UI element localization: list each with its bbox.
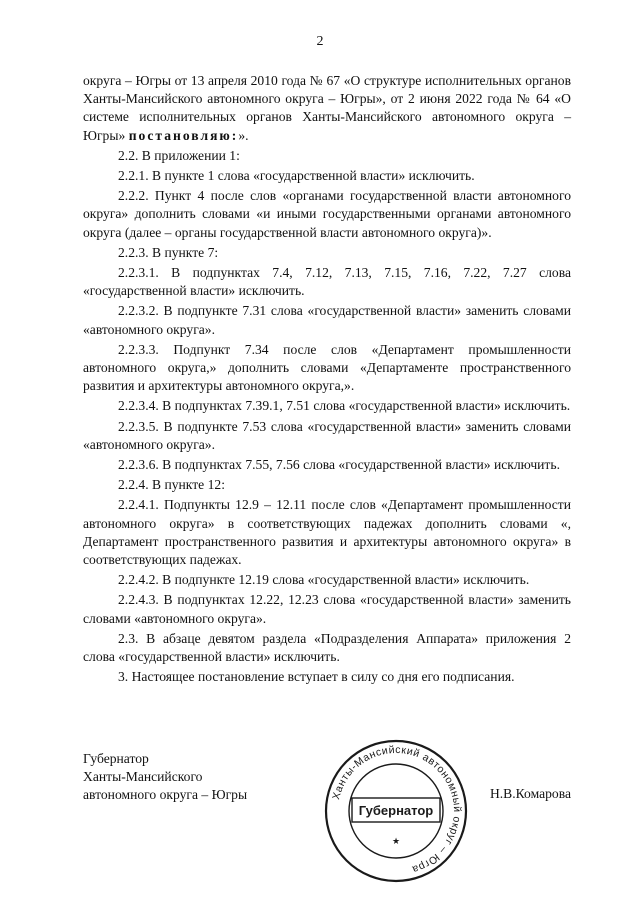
emphasized-word: постановляю: <box>128 127 239 143</box>
document-body <box>83 72 571 689</box>
paragraph: 2.2.4.3. В подпунктах 12.22, 12.23 слова «государственной власти» заменить словами «автономного округа». <box>83 592 571 626</box>
signer-title-line: автономного округа – Югры <box>83 787 248 803</box>
paragraph: 2.2. В приложении 1: <box>118 147 240 163</box>
paragraph: 2.2.3.6. В подпунктах 7.55, 7.56 слова «государственной власти» исключить. <box>118 457 560 473</box>
signer-name: Н.В.Комарова <box>489 786 571 801</box>
paragraph: 2.2.3.5. В подпункте 7.53 слова «государственной власти» заменить словами «автономного округа». <box>83 418 571 452</box>
paragraph: округа – Югры от 13 апреля 2010 года № 67 «О структуре исполнительных органов Ханты-Мансийского автономного округа – Югры», от 2 июня 2022 года № 64 «О системе исполнительных органов Ханты-Мансийского автономного округа – Югры» постановляю:». <box>83 73 571 143</box>
signer-title-line: Губернатор <box>83 751 149 766</box>
paragraph: 2.2.4.2. В подпункте 12.19 слова «государственной власти» исключить. <box>118 572 530 588</box>
official-seal <box>321 736 471 886</box>
paragraph: 2.2.1. В пункте 1 слова «государственной власти» исключить. <box>118 168 475 184</box>
paragraph: 2.2.4.1. Подпункты 12.9 – 12.11 после слов «Департамент промышленности автономного округа» в соответствующих падежах дополнить словами «, Департамент пространственного развития и архитектуры автономного округа» в соответствующих падежах. <box>83 497 571 568</box>
seal-center-text: Губернатор <box>358 803 434 818</box>
paragraph: 2.2.3. В пункте 7: <box>118 244 219 260</box>
signer-title <box>83 750 247 805</box>
signature-block <box>83 743 571 876</box>
paragraph: 2.2.3.4. В подпунктах 7.39.1, 7.51 слова «государственной власти» исключить. <box>118 398 571 414</box>
paragraph: 2.2.2. Пункт 4 после слов «органами государственной власти автономного округа» дополнить словами «и иными государственными органами автономного округа (далее – органы государственной власти автономного округа)». <box>83 188 571 240</box>
paragraph: 3. Настоящее постановление вступает в силу со дня его подписания. <box>118 669 515 685</box>
paragraph: 2.2.3.1. В подпунктах 7.4, 7.12, 7.13, 7.15, 7.16, 7.22, 7.27 слова «государственной власти» исключить. <box>83 265 571 299</box>
signer-title-line: Ханты-Мансийского <box>83 769 203 785</box>
page-number: 2 <box>316 34 324 49</box>
star-icon: ★ <box>391 837 401 847</box>
paragraph: 2.2.3.3. Подпункт 7.34 после слов «Департамент промышленности автономного округа,» дополнить словами «Департаменте пространственного развития и архитектуры автономного округа,». <box>83 341 571 394</box>
paragraph: 2.2.3.2. В подпункте 7.31 слова «государственной власти» заменить словами «автономного округа». <box>83 303 571 337</box>
seal-ring-text: Ханты-Мансийский автономный округ – Югра <box>330 743 464 876</box>
paragraph: 2.3. В абзаце девятом раздела «Подразделения Аппарата» приложения 2 слова «государственной власти» исключить. <box>83 630 571 665</box>
paragraph: 2.2.4. В пункте 12: <box>118 477 225 493</box>
